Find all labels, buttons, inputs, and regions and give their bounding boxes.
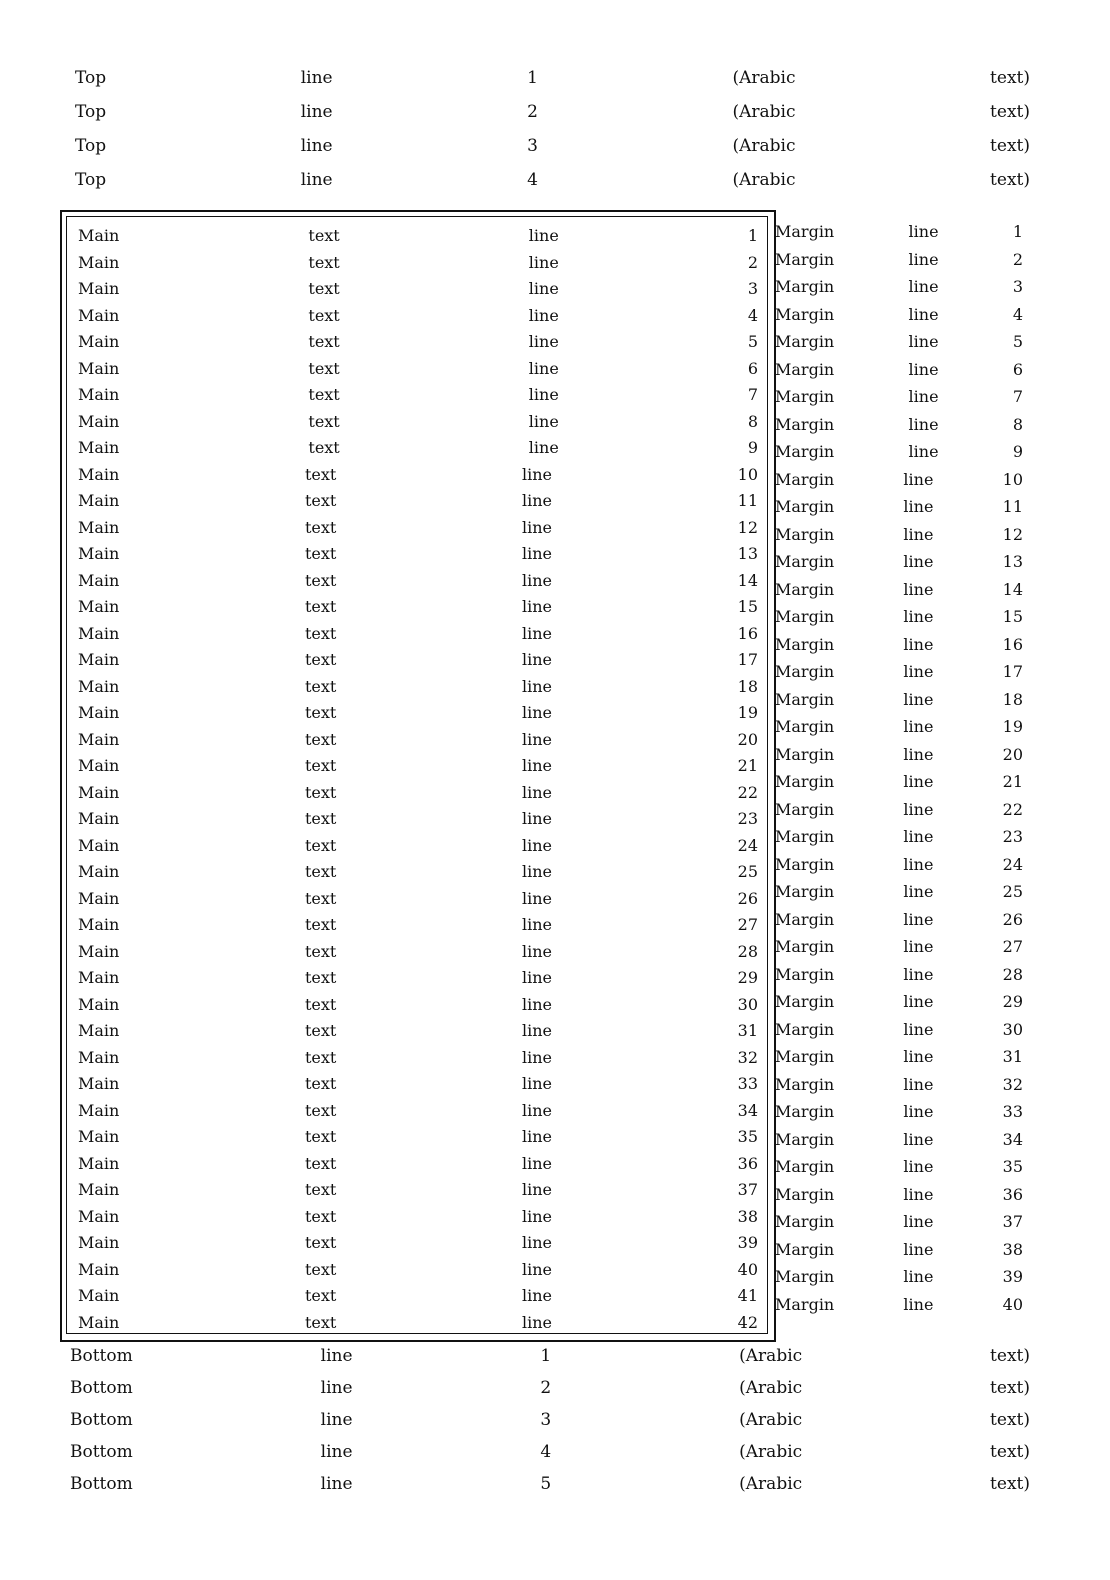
main-text-line: Main text line 14 xyxy=(78,570,758,590)
margin-commentary-line: Margin line 9 xyxy=(775,442,1023,461)
margin-commentary-line: Margin line 8 xyxy=(775,414,1023,434)
main-text-line: Main text line 2 xyxy=(78,252,758,272)
main-text-line: Main text line 22 xyxy=(78,782,758,802)
main-text-line: Main text line 10 xyxy=(78,464,758,484)
bottom-text-line: Bottom line 3 (Arabic text) xyxy=(70,1410,1030,1430)
margin-commentary-line: Margin line 22 xyxy=(775,799,1023,819)
margin-commentary-line: Margin line 30 xyxy=(775,1019,1023,1039)
margin-commentary-line: Margin line 32 xyxy=(775,1074,1023,1094)
main-text-line: Main text line 25 xyxy=(78,862,758,881)
margin-commentary-line: Margin line 27 xyxy=(775,937,1023,956)
main-text-line: Main text line 35 xyxy=(78,1127,758,1146)
margin-commentary-line: Margin line 14 xyxy=(775,579,1023,599)
margin-commentary-line: Margin line 33 xyxy=(775,1102,1023,1121)
margin-commentary-line: Margin line 3 xyxy=(775,277,1023,296)
main-text-line: Main text line 33 xyxy=(78,1074,758,1093)
main-text-line: Main text line 6 xyxy=(78,358,758,378)
main-text-line: Main text line 38 xyxy=(78,1206,758,1226)
main-text-line: Main text line 3 xyxy=(78,279,758,298)
top-text-line: Top line 3 (Arabic text) xyxy=(75,136,1030,156)
margin-commentary-line: Margin line 39 xyxy=(775,1267,1023,1286)
main-text-line: Main text line 19 xyxy=(78,703,758,722)
main-text-line: Main text line 23 xyxy=(78,809,758,828)
margin-commentary-line: Margin line 2 xyxy=(775,249,1023,269)
top-text-line: Top line 2 (Arabic text) xyxy=(75,102,1030,122)
margin-commentary-line: Margin line 40 xyxy=(775,1294,1023,1314)
bottom-text-line: Bottom line 2 (Arabic text) xyxy=(70,1378,1030,1398)
main-text-line: Main text line 31 xyxy=(78,1021,758,1040)
margin-commentary-line: Margin line 15 xyxy=(775,607,1023,626)
margin-commentary-line: Margin line 6 xyxy=(775,359,1023,379)
margin-commentary-line: Margin line 17 xyxy=(775,662,1023,681)
margin-commentary-line: Margin line 10 xyxy=(775,469,1023,489)
bottom-text-line: Bottom line 1 (Arabic text) xyxy=(70,1346,1030,1366)
main-text-line: Main text line 30 xyxy=(78,994,758,1014)
margin-commentary-line: Margin line 23 xyxy=(775,827,1023,846)
main-text-line: Main text line 21 xyxy=(78,756,758,775)
main-text-line: Main text line 11 xyxy=(78,491,758,510)
main-text-line: Main text line 24 xyxy=(78,835,758,855)
main-text-line: Main text line 28 xyxy=(78,941,758,961)
main-text-line: Main text line 20 xyxy=(78,729,758,749)
main-text-line: Main text line 34 xyxy=(78,1100,758,1120)
main-text-line: Main text line 37 xyxy=(78,1180,758,1199)
main-text-line: Main text line 39 xyxy=(78,1233,758,1252)
margin-commentary-line: Margin line 34 xyxy=(775,1129,1023,1149)
main-text-line: Main text line 13 xyxy=(78,544,758,563)
main-text-line: Main text line 4 xyxy=(78,305,758,325)
margin-commentary-line: Margin line 20 xyxy=(775,744,1023,764)
margin-commentary-line: Margin line 7 xyxy=(775,387,1023,406)
main-text-line: Main text line 7 xyxy=(78,385,758,404)
main-text-line: Main text line 5 xyxy=(78,332,758,351)
main-text-line: Main text line 9 xyxy=(78,438,758,457)
main-text-line: Main text line 16 xyxy=(78,623,758,643)
margin-commentary-line: Margin line 26 xyxy=(775,909,1023,929)
main-text-line: Main text line 1 xyxy=(78,226,758,245)
margin-commentary-line: Margin line 25 xyxy=(775,882,1023,901)
main-text-line: Main text line 29 xyxy=(78,968,758,987)
bottom-text-line: Bottom line 4 (Arabic text) xyxy=(70,1442,1030,1462)
margin-commentary-line: Margin line 4 xyxy=(775,304,1023,324)
margin-commentary-line: Margin line 36 xyxy=(775,1184,1023,1204)
margin-commentary-line: Margin line 19 xyxy=(775,717,1023,736)
main-text-line: Main text line 12 xyxy=(78,517,758,537)
main-text-line: Main text line 42 xyxy=(78,1312,758,1332)
margin-commentary-line: Margin line 21 xyxy=(775,772,1023,791)
main-text-line: Main text line 8 xyxy=(78,411,758,431)
bottom-text-line: Bottom line 5 (Arabic text) xyxy=(70,1474,1030,1494)
margin-commentary-line: Margin line 1 xyxy=(775,222,1023,241)
main-text-line: Main text line 17 xyxy=(78,650,758,669)
margin-commentary-line: Margin line 24 xyxy=(775,854,1023,874)
main-text-line: Main text line 26 xyxy=(78,888,758,908)
main-text-line: Main text line 32 xyxy=(78,1047,758,1067)
margin-commentary-line: Margin line 28 xyxy=(775,964,1023,984)
main-text-line: Main text line 40 xyxy=(78,1259,758,1279)
margin-commentary-line: Margin line 35 xyxy=(775,1157,1023,1176)
margin-commentary-line: Margin line 5 xyxy=(775,332,1023,351)
top-text-line: Top line 1 (Arabic text) xyxy=(75,68,1030,88)
main-text-line: Main text line 18 xyxy=(78,676,758,696)
margin-commentary-line: Margin line 12 xyxy=(775,524,1023,544)
margin-commentary-line: Margin line 11 xyxy=(775,497,1023,516)
margin-commentary-line: Margin line 37 xyxy=(775,1212,1023,1231)
margin-commentary-line: Margin line 29 xyxy=(775,992,1023,1011)
margin-commentary-line: Margin line 31 xyxy=(775,1047,1023,1066)
margin-commentary-line: Margin line 38 xyxy=(775,1239,1023,1259)
margin-commentary-line: Margin line 13 xyxy=(775,552,1023,571)
main-text-line: Main text line 27 xyxy=(78,915,758,934)
margin-commentary-line: Margin line 16 xyxy=(775,634,1023,654)
main-text-line: Main text line 36 xyxy=(78,1153,758,1173)
main-text-line: Main text line 15 xyxy=(78,597,758,616)
main-text-line: Main text line 41 xyxy=(78,1286,758,1305)
top-text-line: Top line 4 (Arabic text) xyxy=(75,170,1030,190)
margin-commentary-line: Margin line 18 xyxy=(775,689,1023,709)
